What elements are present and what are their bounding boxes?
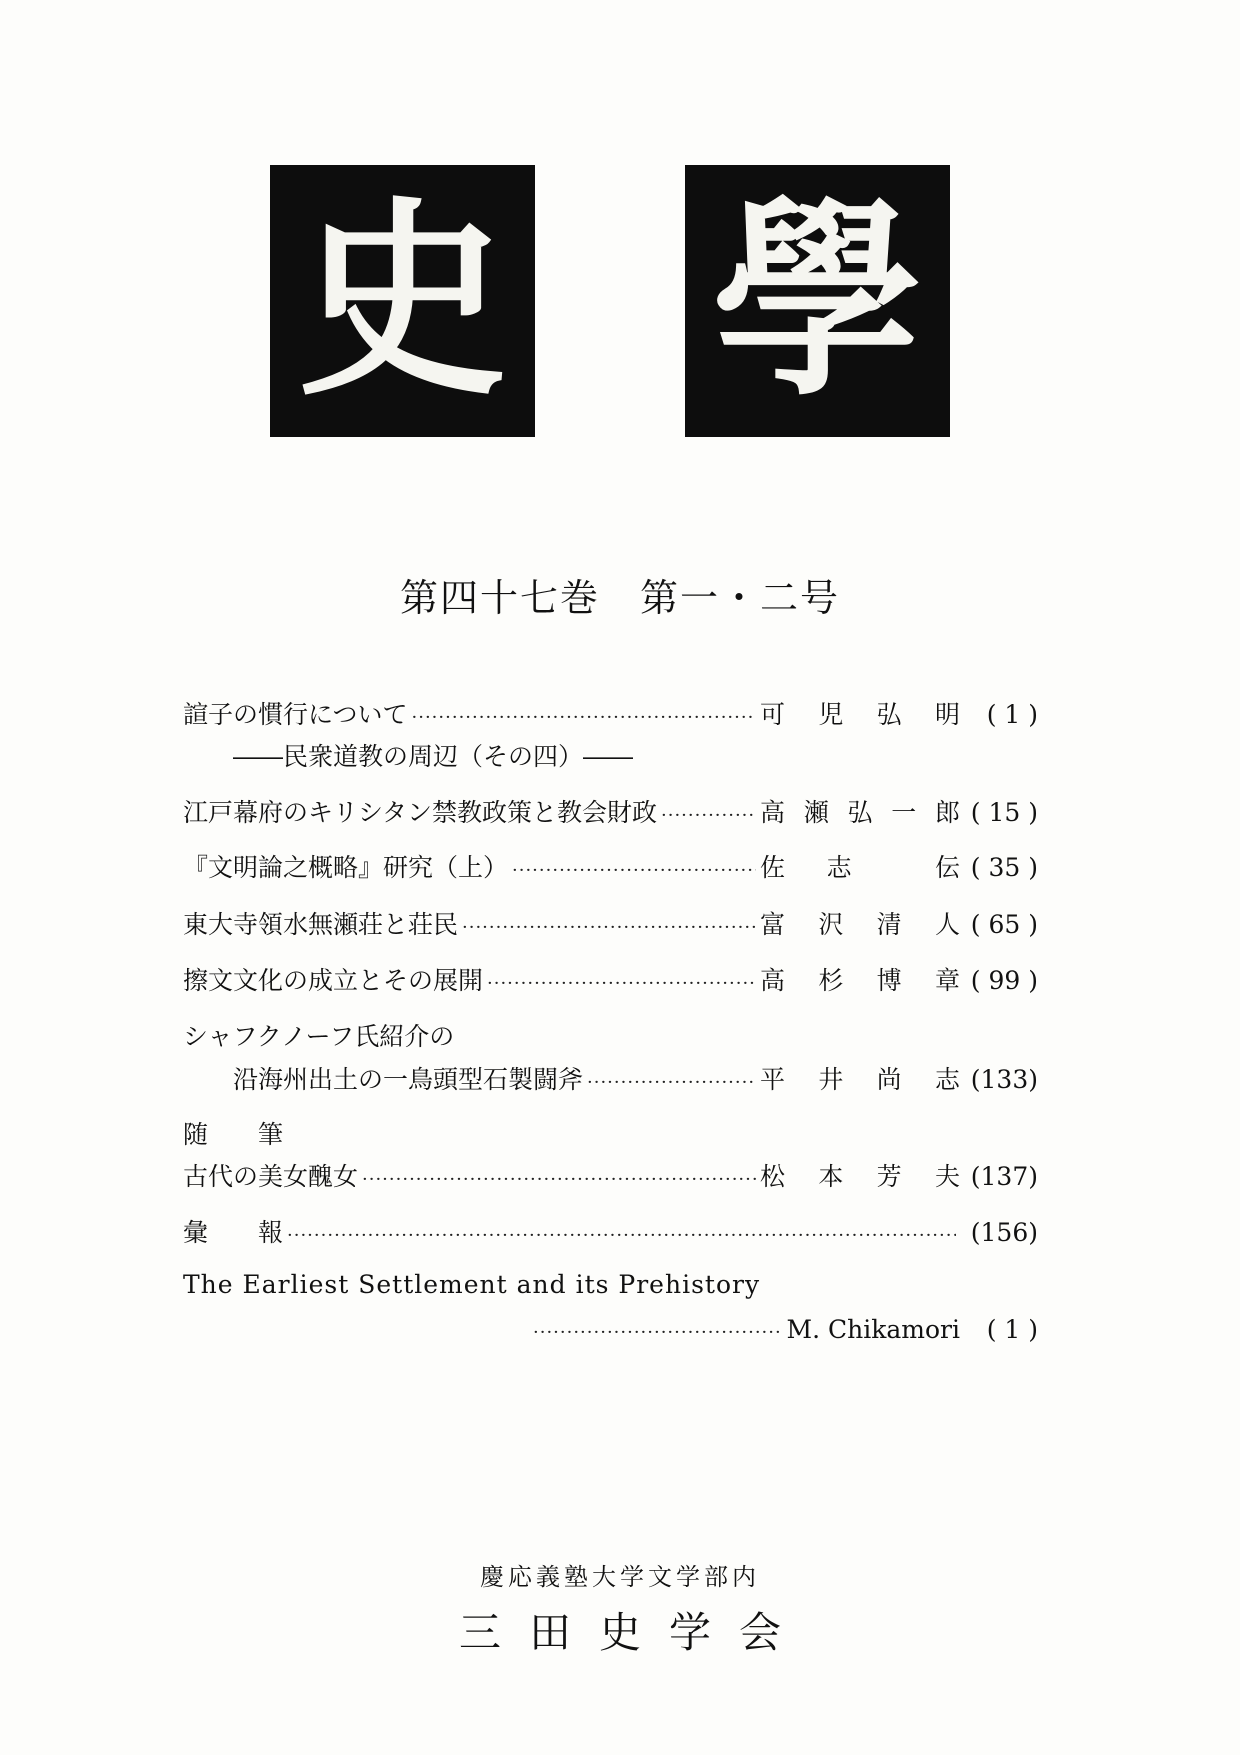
toc-author: 高 杉 博 章 [760,966,960,995]
toc-entry [183,905,1038,939]
toc-entry [183,695,1038,729]
toc-entry [183,1157,1038,1191]
toc-title: 彙 報 [183,1218,284,1247]
title-char-shi: 史 [297,177,508,424]
toc-entry [183,793,1038,827]
toc-page-number: ( 99 ) [970,966,1038,995]
toc-author: 平 井 尚 志 [760,1065,960,1094]
toc-entry [183,961,1038,995]
publisher-affiliation: 慶応義塾大学文学部内 [480,1563,760,1591]
section-heading-essays: 随 筆 [183,1120,284,1149]
toc-leader-dots [487,973,756,994]
toc-entry [233,1060,1038,1094]
toc-title: 擦文文化の成立とその展開 [183,966,484,995]
english-article-author-row [533,1315,1038,1349]
toc-page-number: ( 1 ) [986,700,1038,729]
title-block-right [685,165,950,437]
toc-page-number: ( 15 ) [970,798,1038,827]
toc-page-number: (156) [970,1218,1038,1247]
toc-author: 富 沢 清 人 [760,910,960,939]
toc-entry [183,848,1038,882]
english-article-title: The Earliest Settlement and its Prehistory [183,1270,761,1299]
toc-title: 古代の美女醜女 [183,1162,359,1191]
toc-leader-dots [661,805,756,826]
toc-title: 『文明論之概略』研究（上） [183,853,509,882]
toc-title: 諠子の慣行について [183,700,408,729]
toc-page-number: (137) [970,1162,1038,1191]
title-block-left [270,165,535,437]
toc-leader-dots [412,707,756,728]
toc-title: 東大寺領水無瀬荘と荘民 [183,910,459,939]
toc-subtitle: ――民衆道教の周辺（その四）―― [233,742,634,771]
toc-page-number: (133) [970,1065,1038,1094]
toc-author: 高 瀬 弘 一 郎 [760,798,960,827]
title-char-gaku: 學 [712,177,923,424]
publisher-name: 三田史学会 [458,1608,809,1657]
english-article-author: M. Chikamori [786,1315,960,1344]
toc-entry [183,1213,1038,1247]
toc-leader-dots [462,917,756,938]
toc-author: 佐 志 伝 [760,853,960,882]
toc-author: 可 児 弘 明 [760,700,960,729]
toc-leader-dots [533,1322,783,1343]
toc-title: 江戸幕府のキリシタン禁教政策と教会財政 [183,798,658,827]
toc-pretitle: シャフクノーフ氏紹介の [183,1022,455,1051]
toc-leader-dots [587,1072,756,1093]
toc-leader-dots [287,1225,956,1246]
toc-leader-dots [362,1169,756,1190]
volume-number: 第四十七巻 第一・二号 [399,576,840,620]
toc-page-number: ( 35 ) [970,853,1038,882]
toc-author: 松 本 芳 夫 [760,1162,960,1191]
toc-leader-dots [512,860,756,881]
toc-page-number: ( 1 ) [986,1315,1038,1344]
toc-page-number: ( 65 ) [970,910,1038,939]
toc-title: 沿海州出土の一鳥頭型石製闘斧 [233,1065,584,1094]
